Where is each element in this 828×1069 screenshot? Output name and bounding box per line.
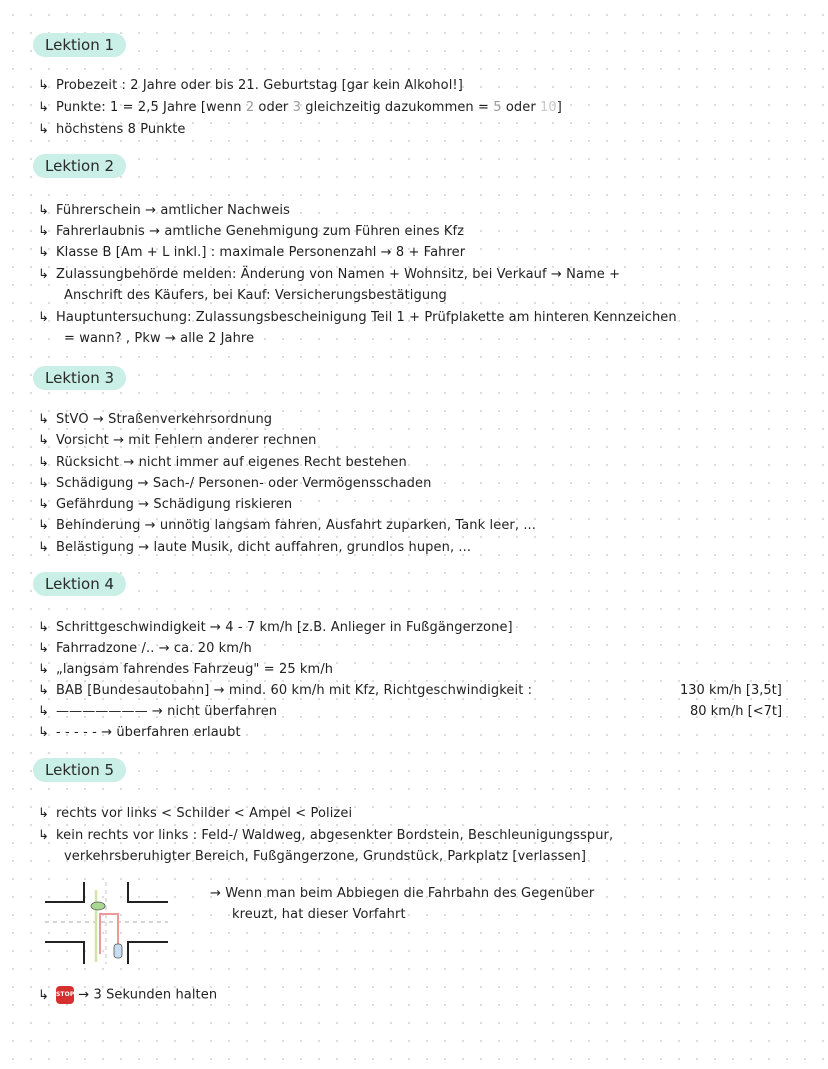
sub-arrow-icon: ↳ [38, 412, 49, 427]
note-line: ↳ - - - - - → überfahren erlaubt [38, 725, 241, 740]
note-line: ↳ Zulassungbehörde melden: Änderung von Namen + Wohnsitz, bei Verkauf → Name + [38, 267, 621, 282]
speed-note: 130 km/h [3,5t] [680, 683, 782, 698]
sub-arrow-icon: ↳ [38, 100, 49, 115]
note-line-continued: verkehrsberuhigter Bereich, Fußgängerzone, Grundstück, Parkplatz [verlassen] [64, 849, 587, 864]
note-text: oder [254, 100, 293, 115]
intersection-diagram [40, 876, 175, 971]
road-edge [45, 942, 84, 964]
sub-arrow-icon: ↳ [38, 725, 49, 740]
note-text: Probezeit : 2 Jahre oder bis 21. Geburtstag [gar kein Alkohol!] [56, 78, 463, 93]
sub-arrow-icon: ↳ [38, 245, 49, 260]
note-text: gleichzeitig dazukommen = [300, 100, 494, 115]
sub-arrow-icon: ↳ [38, 78, 49, 93]
sub-arrow-icon: ↳ [38, 122, 49, 137]
heading-lektion-1: Lektion 1 [33, 33, 126, 57]
sub-arrow-icon: ↳ [38, 267, 49, 282]
note-line: ↳ Gefährdung → Schädigung riskieren [38, 497, 293, 512]
note-line: ↳ BAB [Bundesautobahn] → mind. 60 km/h mit Kfz, Richtgeschwindigkeit : [38, 683, 533, 698]
diagram-note: kreuzt, hat dieser Vorfahrt [232, 907, 406, 922]
sub-arrow-icon: ↳ [38, 540, 49, 555]
note-line: ↳ Fahrradzone /.. → ca. 20 km/h [38, 641, 252, 656]
sub-arrow-icon: ↳ [38, 203, 49, 218]
heading-lektion-4: Lektion 4 [33, 572, 126, 596]
note-highlight: 3 [292, 100, 301, 115]
sub-arrow-icon: ↳ [38, 987, 49, 1003]
sub-arrow-icon: ↳ [38, 662, 49, 677]
note-line [38, 122, 186, 137]
sub-arrow-icon: ↳ [38, 620, 49, 635]
note-line: ↳ STOP → 3 Sekunden halten [38, 987, 218, 1003]
note-line: ↳ rechts vor links < Schilder < Ampel < Polizei [38, 806, 353, 821]
note-line: ↳ Schrittgeschwindigkeit → 4 - 7 km/h [z.B. Anlieger in Fußgängerzone] [38, 620, 513, 635]
note-highlight: 10 [540, 100, 557, 115]
note-text: ] [556, 100, 562, 115]
note-line: ↳ Führerschein → amtlicher Nachweis [38, 203, 291, 218]
note-line: ↳ StVO → Straßenverkehrsordnung [38, 412, 273, 427]
diagram-note: → Wenn man beim Abbiegen die Fahrbahn des Gegenüber [210, 886, 595, 901]
sub-arrow-icon: ↳ [38, 704, 49, 719]
note-text: höchstens 8 Punkte [56, 122, 186, 137]
note-line: ↳ Behinderung → unnötig langsam fahren, Ausfahrt zuparken, Tank leer, ... [38, 518, 537, 533]
note-line [38, 100, 562, 115]
heading-lektion-3: Lektion 3 [33, 366, 126, 390]
note-text: Punkte: 1 = 2,5 Jahre [wenn [56, 100, 246, 115]
sub-arrow-icon: ↳ [38, 497, 49, 512]
note-line: ↳ Vorsicht → mit Fehlern anderer rechnen [38, 433, 317, 448]
note-line: ↳ Fahrerlaubnis → amtliche Genehmigung zum Führen eines Kfz [38, 224, 465, 239]
note-line: ↳ Hauptuntersuchung: Zulassungsbescheinigung Teil 1 + Prüfplakette am hinteren Kennzeichen [38, 310, 677, 325]
note-line: ↳ kein rechts vor links : Feld-/ Waldweg, abgesenkter Bordstein, Beschleunigungsspur, [38, 828, 614, 843]
sub-arrow-icon: ↳ [38, 641, 49, 656]
note-highlight: 2 [245, 100, 255, 115]
speed-note: 80 km/h [<7t] [690, 704, 783, 719]
road-edge [128, 882, 168, 902]
note-line: ↳ Klasse B [Am + L inkl.] : maximale Personenzahl → 8 + Fahrer [38, 245, 466, 260]
note-line: ↳ ——————— → nicht überfahren [38, 704, 278, 719]
car-icon [91, 902, 105, 910]
note-line: ↳ Schädigung → Sach-/ Personen- oder Vermögensschaden [38, 476, 432, 491]
car-icon [114, 944, 122, 958]
stop-sign-icon: STOP [56, 986, 74, 1004]
sub-arrow-icon: ↳ [38, 476, 49, 491]
heading-lektion-5: Lektion 5 [33, 758, 126, 782]
sub-arrow-icon: ↳ [38, 433, 49, 448]
note-line [38, 78, 463, 93]
note-line: ↳ „langsam fahrendes Fahrzeug" = 25 km/h [38, 662, 334, 677]
road-edge [128, 942, 168, 964]
sub-arrow-icon: ↳ [38, 806, 49, 821]
note-highlight: 5 [493, 100, 502, 115]
note-line: ↳ Rücksicht → nicht immer auf eigenes Recht bestehen [38, 455, 407, 470]
sub-arrow-icon: ↳ [38, 455, 49, 470]
heading-lektion-2: Lektion 2 [33, 154, 126, 178]
note-line-continued: = wann? , Pkw → alle 2 Jahre [64, 331, 255, 346]
note-line-continued: Anschrift des Käufers, bei Kauf: Versicherungsbestätigung [64, 288, 447, 303]
sub-arrow-icon: ↳ [38, 224, 49, 239]
sub-arrow-icon: ↳ [38, 683, 49, 698]
sub-arrow-icon: ↳ [38, 828, 49, 843]
sub-arrow-icon: ↳ [38, 518, 49, 533]
sub-arrow-icon: ↳ [38, 310, 49, 325]
note-line: ↳ Belästigung → laute Musik, dicht auffahren, grundlos hupen, ... [38, 540, 472, 555]
road-edge [45, 882, 84, 902]
note-text: oder [501, 100, 541, 115]
